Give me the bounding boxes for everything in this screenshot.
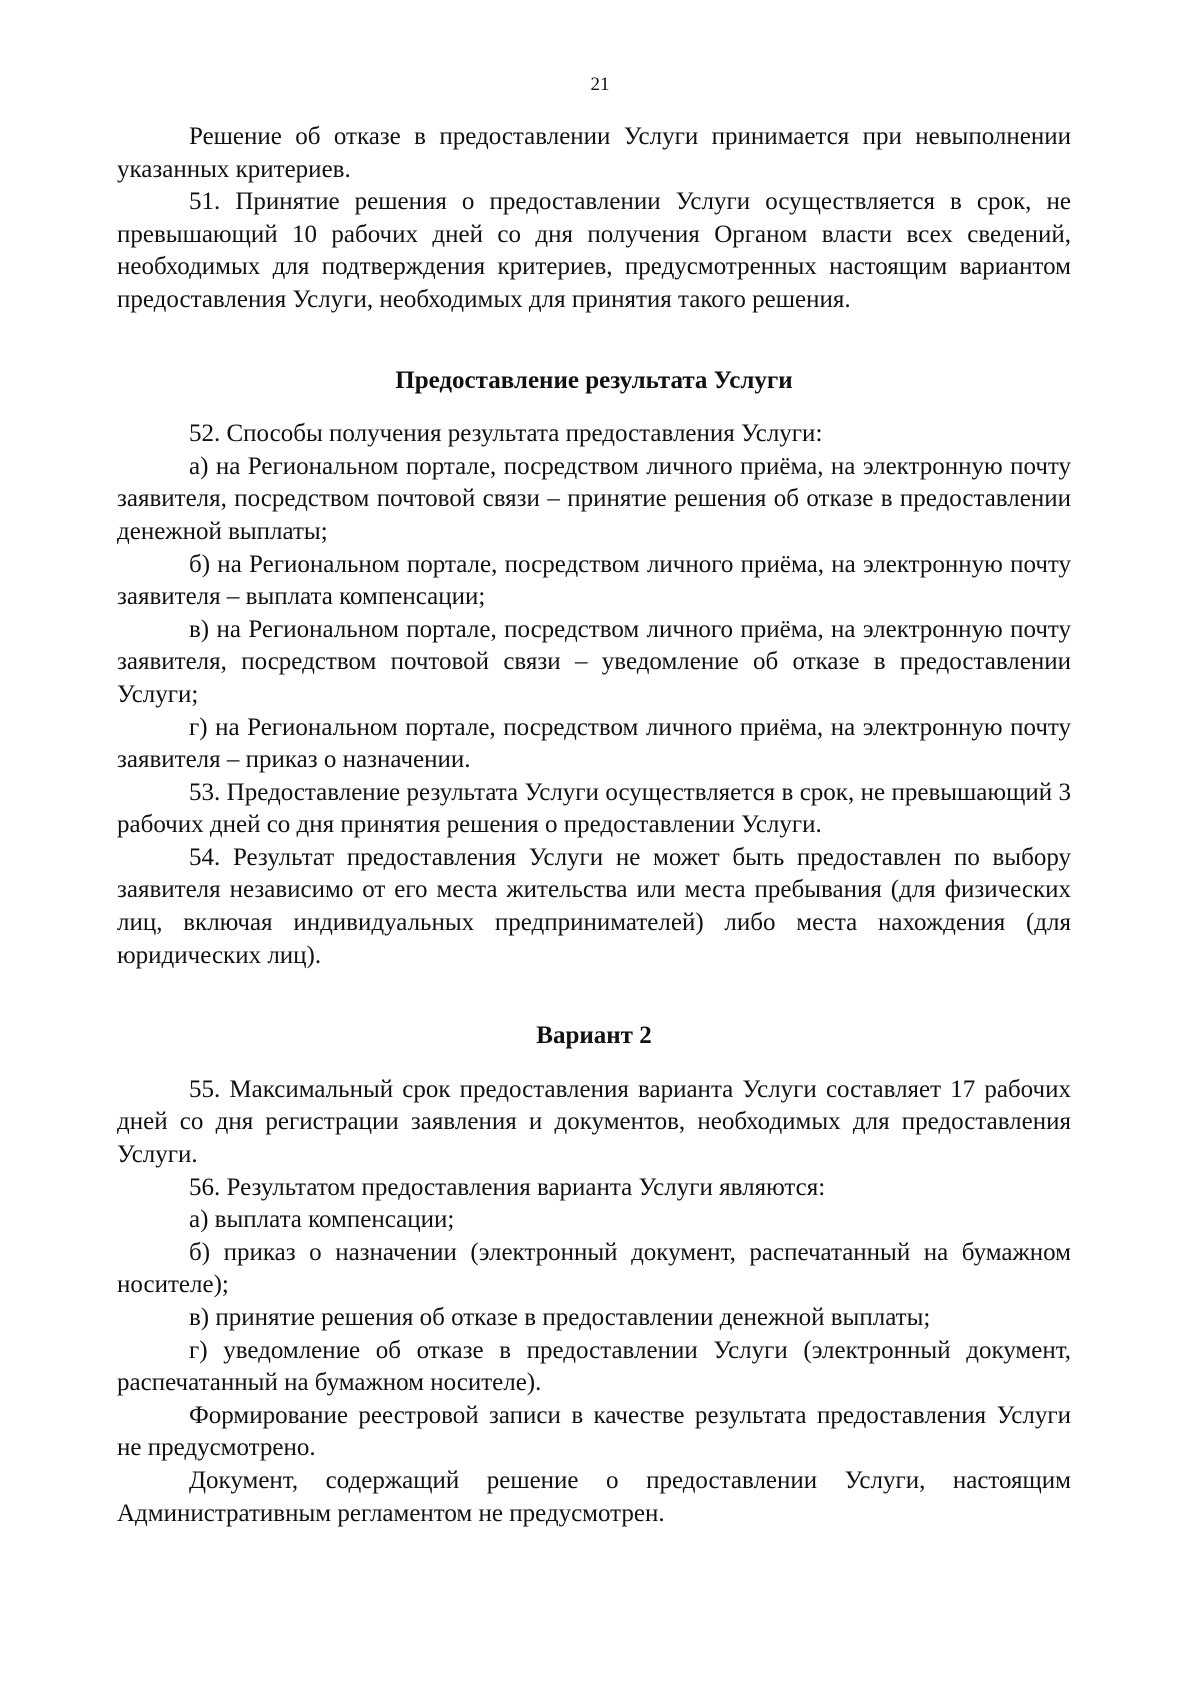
paragraph-56: 56. Результатом предоставления варианта Услуги являются: <box>189 1173 826 1201</box>
paragraph-registry-record: Формирование реестровой записи в качестве результата предоставления Услуги не предусмотрено. <box>117 1401 1071 1462</box>
page-number: 21 <box>590 74 610 95</box>
paragraph-51: 51. Принятие решения о предоставлении Услуги осуществляется в срок, не превышающий 10 рабочих дней со дня получения Органом власти всех сведений, необходимых для подтверждения критериев, предусмотренных настоящим вариантом предоставления Услуги, необходимых для принятия такого решения. <box>117 188 1071 313</box>
paragraph-52-g: г) на Региональном портале, посредством личного приёма, на электронную почту заявителя – приказ о назначении. <box>117 713 1071 774</box>
paragraph-55: 55. Максимальный срок предоставления варианта Услуги составляет 17 рабочих дней со дня регистрации заявления и документов, необходимых для предоставления Услуги. <box>117 1075 1071 1169</box>
paragraph-refusal-criteria: Решение об отказе в предоставлении Услуги принимается при невыполнении указанных критериев. <box>117 123 1071 183</box>
section-heading-variant-2: Вариант 2 <box>536 1022 652 1050</box>
paragraph-52-b: б) на Региональном портале, посредством личного приёма, на электронную почту заявителя – выплата компенсации; <box>117 550 1071 611</box>
paragraph-52-v: в) на Региональном портале, посредством личного приёма, на электронную почту заявителя, посредством почтовой связи – уведомление об отказе в предоставлении Услуги; <box>117 615 1071 708</box>
paragraph-56-v: в) принятие решения об отказе в предоставлении денежной выплаты; <box>189 1304 931 1331</box>
paragraph-54: 54. Результат предоставления Услуги не может быть предоставлен по выбору заявителя независимо от его места жительства или места пребывания (для физических лиц, включая индивидуальных предпринимателей) либо места нахождения (для юридических лиц). <box>117 843 1071 969</box>
document-body <box>117 121 1071 1530</box>
paragraph-52-a: а) на Региональном портале, посредством личного приёма, на электронную почту заявителя, посредством почтовой связи – принятие решения об отказе в предоставлении денежной выплаты; <box>117 452 1071 545</box>
section-variant-2 <box>117 1020 1071 1530</box>
section-result-delivery <box>117 365 1071 973</box>
paragraph-decision-document: Документ, содержащий решение о предоставлении Услуги, настоящим Административным регламентом не предусмотрен. <box>117 1466 1071 1527</box>
paragraph-56-g: г) уведомление об отказе в предоставлении Услуги (электронный документ, распечатанный на бумажном носителе). <box>117 1336 1071 1397</box>
section-heading-result-delivery: Предоставление результата Услуги <box>395 366 793 394</box>
paragraph-56-b: б) приказ о назначении (электронный документ, распечатанный на бумажном носителе); <box>117 1238 1071 1299</box>
paragraph-56-a: а) выплата компенсации; <box>189 1206 455 1234</box>
paragraph-53: 53. Предоставление результата Услуги осуществляется в срок, не превышающий 3 рабочих дней со дня принятия решения о предоставлении Услуги. <box>117 778 1071 839</box>
section-criteria-decision <box>117 121 1071 317</box>
paragraph-52: 52. Способы получения результата предоставления Услуги: <box>189 420 823 448</box>
